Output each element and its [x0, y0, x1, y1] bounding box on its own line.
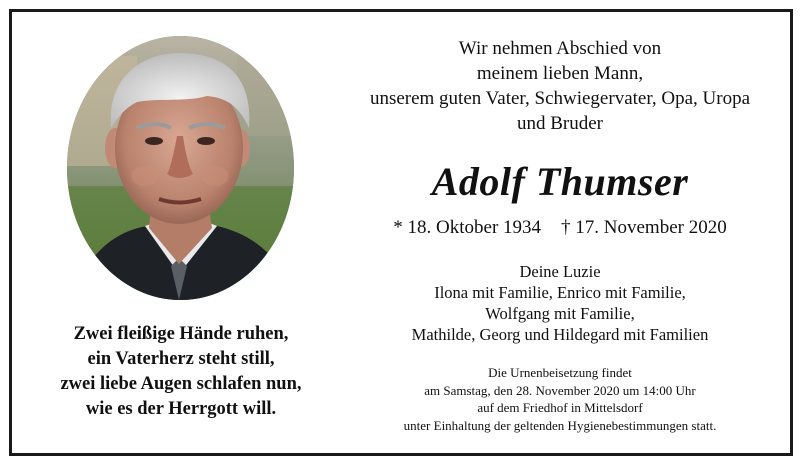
farewell-intro [340, 36, 780, 136]
funeral-line: am Samstag, den 28. November 2020 um 14:00 Uhr [424, 382, 696, 398]
funeral-line: auf dem Friedhof in Mittelsdorf [477, 400, 643, 415]
portrait-photo [67, 36, 294, 300]
family-line: Ilona mit Familie, Enrico mit Familie, [434, 283, 686, 302]
funeral-line: unter Einhaltung der geltenden Hygienebestimmungen statt. [403, 417, 717, 433]
death-date: † 17. November 2020 [561, 217, 727, 238]
poem-line: ein Vaterherz steht still, [87, 349, 275, 369]
life-dates [340, 214, 780, 242]
poem-line: zwei liebe Augen schlafen nun, [60, 374, 302, 394]
poem-line: wie es der Herrgott will. [85, 399, 277, 419]
intro-line: meinem lieben Mann, [476, 63, 644, 84]
birth-date: * 18. Oktober 1934 [393, 217, 542, 238]
mourning-family [340, 261, 780, 345]
intro-line: und Bruder [516, 113, 603, 134]
memorial-poem [20, 322, 342, 422]
deceased-name: Adolf Thumser [431, 159, 689, 204]
portrait-illustration [67, 36, 294, 300]
family-line: Wolfgang mit Familie, [485, 304, 635, 323]
funeral-notice [340, 364, 780, 434]
intro-line: unserem guten Vater, Schwiegervater, Opa, Uropa [369, 88, 751, 109]
poem-line: Zwei fleißige Hände ruhen, [73, 324, 289, 344]
family-line: Deine Luzie [519, 262, 601, 281]
intro-line: Wir nehmen Abschied von [458, 38, 662, 59]
funeral-line: Die Urnenbeisetzung findet [488, 365, 632, 380]
family-line: Mathilde, Georg und Hildegard mit Familien [411, 325, 709, 344]
